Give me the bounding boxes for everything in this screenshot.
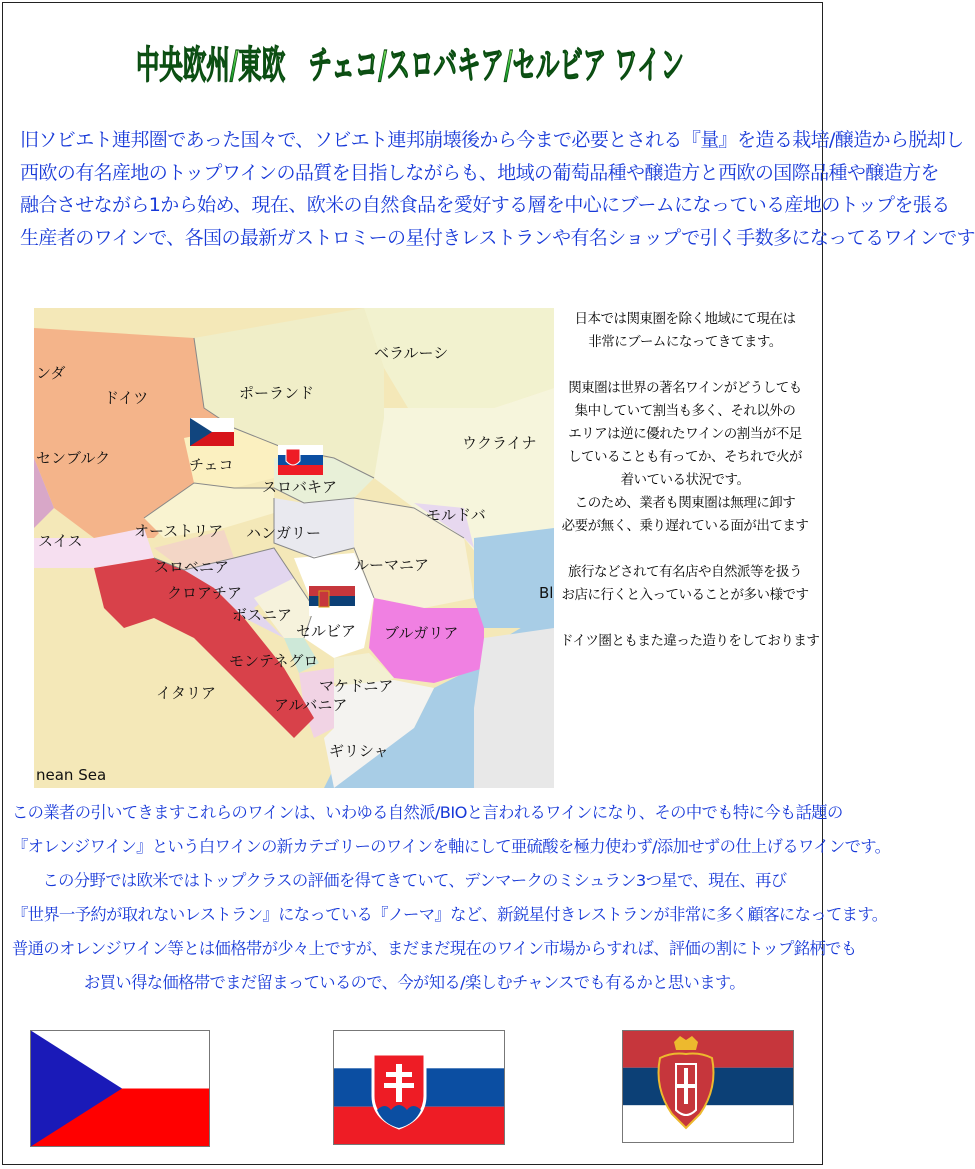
side-note-line: お店に行くと入っていることが多い様です [561,587,809,603]
side-note-line: このため、業者も関東圏は無理に卸す [574,495,796,511]
side-note-line: ドイツ圏ともまた違った造りをしております [560,633,820,649]
side-note-line: 旅行などされて有名店や自然派等を扱う [568,564,802,580]
side-note-line: エリアは逆に優れたワインの割当が不足 [568,426,802,442]
serbia-flag [622,1030,794,1143]
map-label: ルーマニア [354,556,430,574]
side-note-line: していることも有ってか、そちれで火が [568,449,802,465]
map-label: アルバニア [274,696,348,714]
map-label: オーストリア [134,522,224,540]
map-label: ベラルーシ [374,344,449,362]
map-label: センブルク [36,449,111,467]
intro-line: 生産者のワインで、各国の最新ガストロミーの星付きレストランや有名ショップで引く手数多になってるワインです [20,226,975,249]
side-note-line: 非常にブームになってきてます。 [588,334,782,350]
map-label: スロベニア [154,558,230,576]
intro-line: 融合させながら1から始め、現在、欧米の自然食品を愛好する層を中心にブームになっている産地のトップを張る [20,194,950,216]
map-label: ンダ [36,364,66,382]
serbia-flag-small [309,586,355,616]
page-title [130,14,690,106]
europe-map [34,308,554,788]
side-note-line: 日本では関東圏を除く地域にて現在は [574,311,796,327]
map-label: チェコ [189,456,234,474]
map-label: クロアチア [167,584,243,602]
map-label: スイス [38,532,83,550]
map-label: ドイツ [104,389,149,407]
outro-paragraph [12,796,891,1000]
map-label: ブルガリア [384,624,459,642]
outro-line: 『オレンジワイン』という白ワインの新カテゴリーのワインを軸にして亜硫酸を極力使わず/添加せずの仕上げるワインです。 [12,837,891,856]
map-label: Bl [539,584,554,602]
side-note-line: 着いている状況です。 [620,472,750,488]
map-label: ギリシャ [329,742,389,760]
title-text: 中央欧州/東欧 チェコ/スロバキア/セルビア ワイン [136,43,684,87]
map-label: スロバキア [262,478,338,496]
map-black-sea [474,528,554,628]
intro-line: 西欧の有名産地のトップワインの品質を目指しながらも、地域の葡萄品種や醸造方と西欧の国際品種や醸造方を [20,161,939,184]
side-note-line: 必要が無く、乗り遅れている面が出てます [561,518,809,534]
outro-line: この分野では欧米ではトップクラスの評価を得てきていて、デンマークのミシュラン3つ星で、現在、再び [42,871,787,890]
outro-line: 普通のオレンジワイン等とは価格帯が少々上ですが、まだまだ現在のワイン市場からすれば、評価の割にトップ銘柄でも [12,939,857,958]
map-label: ポーランド [239,384,315,402]
map-label: モルドバ [426,506,486,524]
outro-line: お買い得な価格帯でまだ留まっているので、今が知る/楽しむチャンスでも有るかと思います。 [84,973,745,992]
map-label: マケドニア [319,677,394,695]
outro-line: 『世界一予約が取れないレストラン』になっている『ノーマ』など、新鋭星付きレストランが非常に多く顧客になってます。 [12,905,888,924]
intro-line: 旧ソビエト連邦圏であった国々で、ソビエト連邦崩壊後から今まで必要とされる『量』を造る栽培/醸造から脱却し [20,129,964,151]
map-label: ボスニア [232,606,293,624]
side-note-line: 関東圏は世界の著名ワインがどうしても [568,380,802,396]
slovakia-flag-small [278,445,323,475]
intro-paragraph [20,124,975,254]
side-notes [560,308,820,653]
map-turkey [474,628,554,788]
map-label: セルビア [296,622,357,640]
map-label: ハンガリー [246,524,322,542]
map-label: nean Sea [36,766,107,784]
outro-line: この業者の引いてきますこれらのワインは、いわゆる自然派/BIOと言われるワインになり、その中でも特に今も話題の [12,803,843,822]
czech-flag [30,1030,210,1147]
side-note-line: 集中していて割当も多く、それ以外の [574,403,796,419]
slovakia-flag [333,1030,505,1145]
map-label: モンテネグロ [229,652,319,670]
map-label: イタリア [156,684,217,702]
czech-flag-small [190,418,234,446]
map-label: ウクライナ [462,434,537,452]
